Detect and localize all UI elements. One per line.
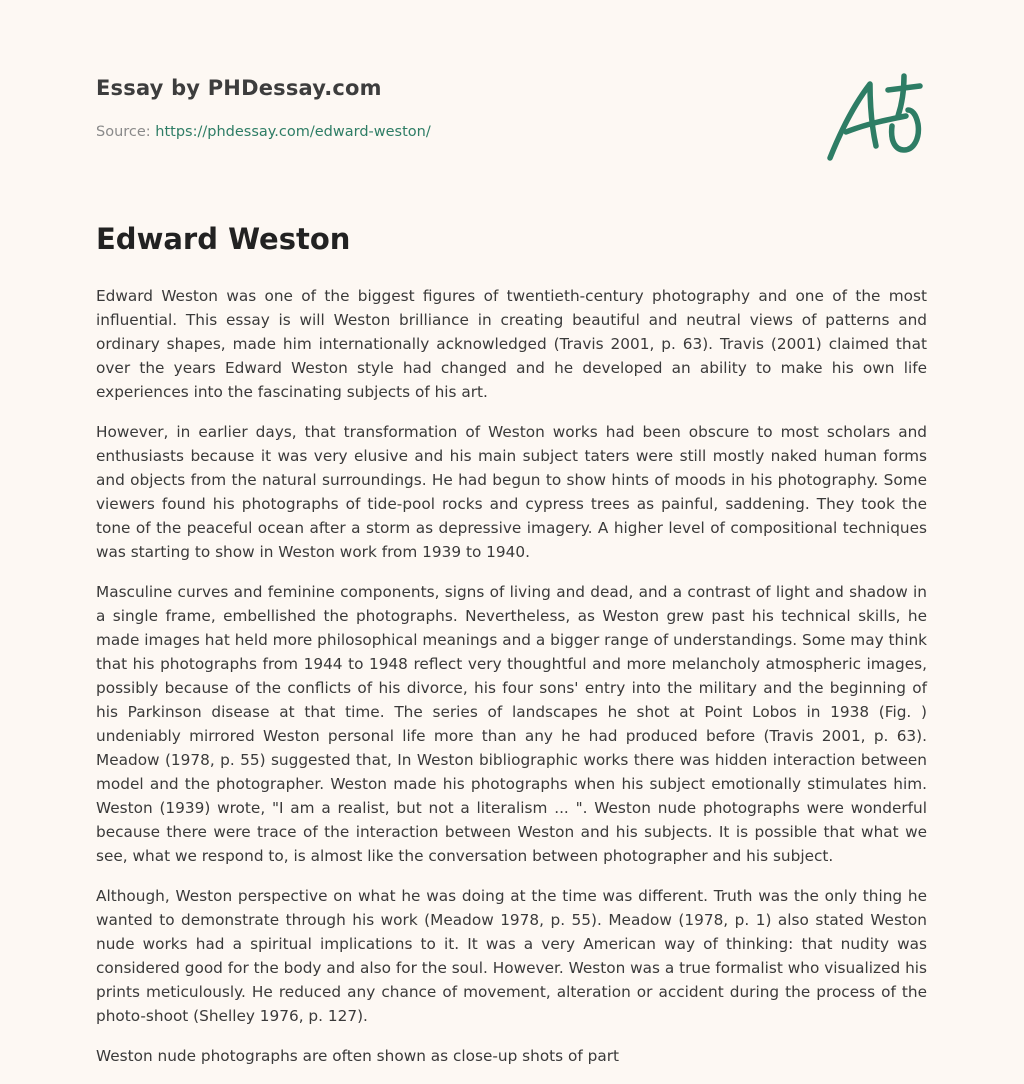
essay-paragraph: Weston nude photographs are often shown as close-up shots of part [96, 1047, 619, 1065]
source-link[interactable]: https://phdessay.com/edward-weston/ [155, 124, 431, 140]
essay-title: Edward Weston [96, 222, 351, 256]
essay-paragraph: Edward Weston was one of the biggest figures of twentieth-century photography and one of the most influential. This essay is will Weston brilliance in creating beautiful and neutral views of patterns and ordinary shapes, made him internationally acknowledged (Travis 2001, p. 63). Travis (2001) claimed that over the years Edward Weston style had changed and he developed an ability to make his own life experiences into the fascinating subjects of his art. [96, 287, 927, 401]
essay-paragraph: Masculine curves and feminine components, signs of living and dead, and a contrast of light and shadow in a single frame, embellished the photographs. Nevertheless, as Weston grew past his technical skills, he made images hat held more philosophical meanings and a bigger range of understandings. Some may think that his photographs from 1944 to 1948 reflect very thoughtful and more melancholy atmospheric images, possibly because of the conflicts of his divorce, his four sons' entry into the military and the beginning of his Parkinson disease at that time. The series of landscapes he shot at Point Lobos in 1938 (Fig. ) undeniably mirrored Weston personal life more than any he had produced before (Travis 2001, p. 63). Meadow (1978, p. 55) suggested that, In Weston bibliographic works there was hidden interaction between model and the photographer. Weston made his photographs when his subject emotionally stimulates him. Weston (1939) wrote, "I am a realist, but not a literalism ... ". Weston nude photographs were wonderful because there were trace of the interaction between Weston and his subjects. It is possible that what we see, what we respond to, is almost like the conversation between photographer and his subject. [96, 583, 927, 865]
site-brand: Essay by PHDessay.com [96, 76, 382, 100]
source-label: Source: [96, 124, 156, 140]
essay-body [96, 284, 927, 1084]
essay-paragraph: However, in earlier days, that transformation of Weston works had been obscure to most scholars and enthusiasts because it was very elusive and his main subject taters were still mostly naked human forms and objects from the natural surroundings. He had begun to show hints of moods in his photography. Some viewers found his photographs of tide-pool rocks and cypress trees as painful, saddening. They took the tone of the peaceful ocean after a storm as depressive imagery. A higher level of compositional techniques was starting to show in Weston work from 1939 to 1940. [96, 423, 927, 561]
essay-paragraph: Although, Weston perspective on what he was doing at the time was different. Truth was the only thing he wanted to demonstrate through his work (Meadow 1978, p. 55). Meadow (1978, p. 1) also stated Weston nude works had a spiritual implications to it. It was a very American way of thinking: that nudity was considered good for the body and also for the soul. However. Weston was a true formalist who visualized his prints meticulously. He reduced any chance of movement, alteration or accident during the process of the photo-shoot (Shelley 1976, p. 127). [96, 887, 927, 1025]
source-line [96, 124, 431, 140]
a-plus-logo-icon [820, 66, 930, 166]
